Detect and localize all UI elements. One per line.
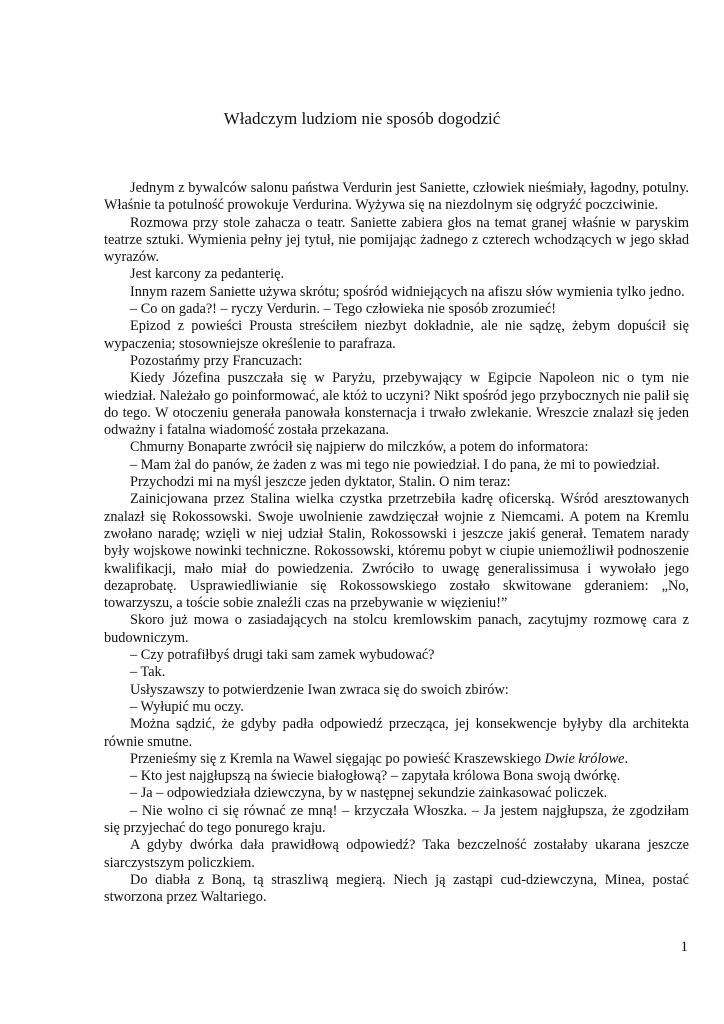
paragraph: Chmurny Bonaparte zwrócił się najpierw do milczków, a potem do informatora: — [130, 439, 589, 456]
paragraph: Innym razem Saniette używa skrótu; spośród widniejących na afiszu słów wymienia tylko jedno. — [130, 283, 685, 300]
paragraph: – Nie wolno ci się równać ze mną! – krzyczała Włoszka. – Ja jestem najgłupsza, że zgodziłam się przyjechać do tego ponurego kraju. — [104, 802, 689, 836]
paragraph: Zainicjowana przez Stalina wielka czystka przetrzebiła kadrę oficerską. Wśród aresztowanych znalazł się Rokossowski. Swoje uwolnienie zawdzięczał wojnie z Niemcami. A potem na Kremlu zwołano naradę; wzięli w niej udział Stalin, Rokossowski i jeszcze jakiś generał. Tematem narady były wojskowe nowinki techniczne. Rokossowski, któremu pobyt w ciupie uniemożliwił podnoszenie kwalifikacji, mało miał do powiedzenia. Zwróciło to uwagę generalissimusa i wywołało jego dezaprobatę. Usprawiedliwianie się Rokossowskiego zostało skwitowane gderaniem: „No, towarzyszu, a toście sobie znaleźli czas na przebywanie w więzieniu!” — [104, 491, 689, 612]
book-title-italic: Dwie królowe — [544, 750, 625, 767]
paragraph: – Tak. — [130, 664, 166, 681]
paragraph: Skoro już mowa o zasiadających na stolcu kremlowskim panach, zacytujmy rozmowę cara z budowniczym. — [104, 612, 689, 646]
paragraph: – Co on gada?! – ryczy Verdurin. – Tego człowieka nie sposób zrozumieć! — [130, 301, 557, 318]
paragraph: Przychodzi mi na myśl jeszcze jeden dyktator, Stalin. O nim teraz: — [130, 474, 511, 491]
paragraph: Jednym z bywalców salonu państwa Verdurin jest Saniette, człowiek nieśmiały, łagodny, potulny. Właśnie ta potulność prowokuje Verdurina. Wyżywa się na niezdolnym się odgryźć poczciwinie. — [104, 180, 689, 214]
paragraph: Kiedy Józefina puszczała się w Paryżu, przebywający w Egipcie Napoleon nic o tym nie wiedział. Należało go poinformować, ale któż to uczyni? Nikt spośród jego przybocznych nie palił się do tego. W otoczeniu generała panowała konsternacja i trwało zwlekanie. Wreszcie znalazł się jeden odważny i fatalna wiadomość została przekazana. — [104, 370, 689, 439]
paragraph: – Kto jest najgłupszą na świecie białogłową? – zapytała królowa Bona swoją dwórkę. — [130, 768, 621, 785]
paragraph: Do diabła z Boną, tą straszliwą megierą. Niech ją zastąpi cud-dziewczyna, Minea, postać stworzona przez Waltariego. — [104, 871, 689, 906]
paragraph: Epizod z powieści Prousta streściłem niezbyt dokładnie, ale nie sądzę, żebym dopuścił się wypaczenia; stosowniejsze określenie to parafraza. — [104, 318, 689, 352]
wawel-text-after: . — [624, 750, 629, 767]
page-number: 1 — [680, 939, 688, 955]
wawel-text-before: Przenieśmy się z Kremla na Wawel sięgając po powieść Kraszewskiego — [130, 750, 545, 767]
paragraph: – Czy potrafiłbyś drugi taki sam zamek wybudować? — [130, 647, 435, 664]
paragraph: Pozostańmy przy Francuzach: — [130, 352, 303, 369]
paragraph: Można sądzić, że gdyby padła odpowiedź przecząca, jej konsekwencje byłyby dla architekta równie smutne. — [104, 716, 689, 750]
paragraph: A gdyby dwórka dała prawidłową odpowiedź? Taka bezczelność zostałaby ukarana jeszcze siarczystszym policzkiem. — [104, 837, 689, 871]
paragraph: – Mam żal do panów, że żaden z was mi tego nie powiedział. I do pana, że mi to powiedział. — [130, 456, 660, 473]
paragraph: – Wyłupić mu oczy. — [130, 698, 244, 715]
document-body — [104, 180, 689, 906]
paragraph: Usłyszawszy to potwierdzenie Iwan zwraca się do swoich zbirów: — [130, 681, 509, 698]
paragraph: – Ja – odpowiedziała dziewczyna, by w następnej sekundzie zainkasować policzek. — [130, 785, 608, 802]
document-title: Władczym ludziom nie sposób dogodzić — [223, 109, 501, 128]
paragraph-wawel — [104, 751, 689, 768]
paragraph: Rozmowa przy stole zahacza o teatr. Saniette zabiera głos na temat granej właśnie w paryskim teatrze sztuki. Wymienia pełny jej tytuł, nie pomijając żadnego z czterech wchodzących w jego skład wyrazów. — [104, 214, 689, 266]
paragraph: Jest karcony za pedanterię. — [130, 266, 285, 283]
